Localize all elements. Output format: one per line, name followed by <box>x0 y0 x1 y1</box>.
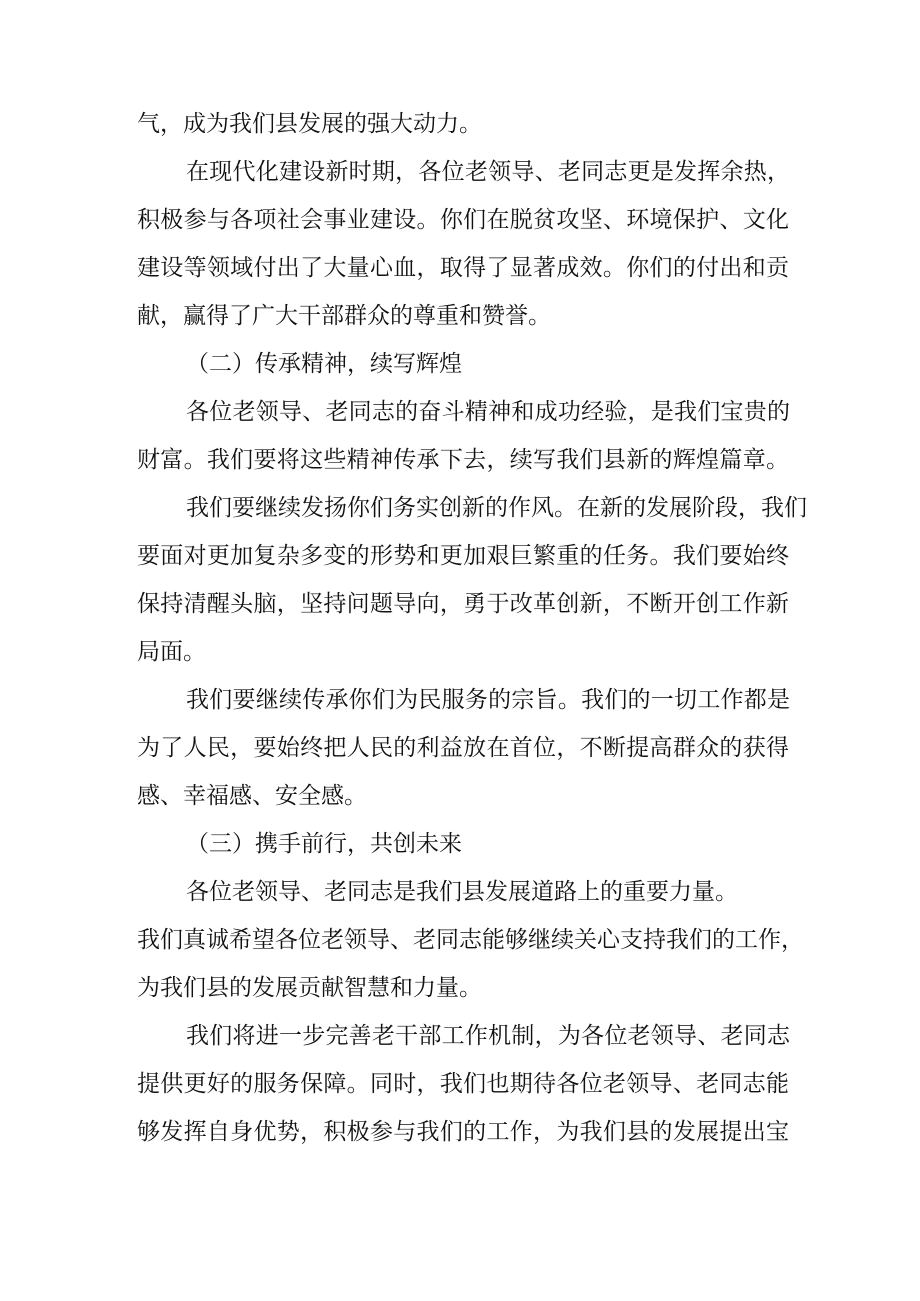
body-text-line: 我们真诚希望各位老领导、老同志能够继续关心支持我们的工作， <box>137 927 804 953</box>
body-text-line: 为我们县的发展贡献智慧和力量。 <box>137 975 482 1001</box>
body-text-line: 各位老领导、老同志是我们县发展道路上的重要力量。 <box>186 879 738 905</box>
body-text-line: 各位老领导、老同志的奋斗精神和成功经验，是我们宝贵的 <box>186 399 790 425</box>
body-text-line: 提供更好的服务保障。同时，我们也期待各位老领导、老同志能 <box>137 1071 789 1097</box>
body-text-line: 我们要继续发扬你们务实创新的作风。在新的发展阶段，我们 <box>186 495 807 521</box>
section-heading: （二）传承精神，续写辉煌 <box>186 351 462 377</box>
body-text-line: 保持清醒头脑，坚持问题导向，勇于改革创新，不断开创工作新 <box>137 591 789 617</box>
body-text-line: 局面。 <box>137 639 206 665</box>
body-text-line: 积极参与各项社会事业建设。你们在脱贫攻坚、环境保护、文化 <box>137 207 789 233</box>
body-text-line: 在现代化建设新时期，各位老领导、老同志更是发挥余热， <box>186 159 790 185</box>
body-text-line: 感、幸福感、安全感。 <box>137 783 367 809</box>
body-text-line: 够发挥自身优势，积极参与我们的工作，为我们县的发展提出宝 <box>137 1119 789 1145</box>
body-text-line: 献，赢得了广大干部群众的尊重和赞誉。 <box>137 303 551 329</box>
body-text-line: 我们要继续传承你们为民服务的宗旨。我们的一切工作都是 <box>186 687 790 713</box>
body-text-line: 气，成为我们县发展的强大动力。 <box>137 111 482 137</box>
body-text-line: 要面对更加复杂多变的形势和更加艰巨繁重的任务。我们要始终 <box>137 543 789 569</box>
body-text-line: 建设等领域付出了大量心血，取得了显著成效。你们的付出和贡 <box>137 255 789 281</box>
body-text-line: 财富。我们要将这些精神传承下去，续写我们县新的辉煌篇章。 <box>137 447 789 473</box>
body-text-line: 我们将进一步完善老干部工作机制，为各位老领导、老同志 <box>186 1023 790 1049</box>
body-text-line: 为了人民，要始终把人民的利益放在首位，不断提高群众的获得 <box>137 735 789 761</box>
section-heading: （三）携手前行，共创未来 <box>186 831 462 857</box>
